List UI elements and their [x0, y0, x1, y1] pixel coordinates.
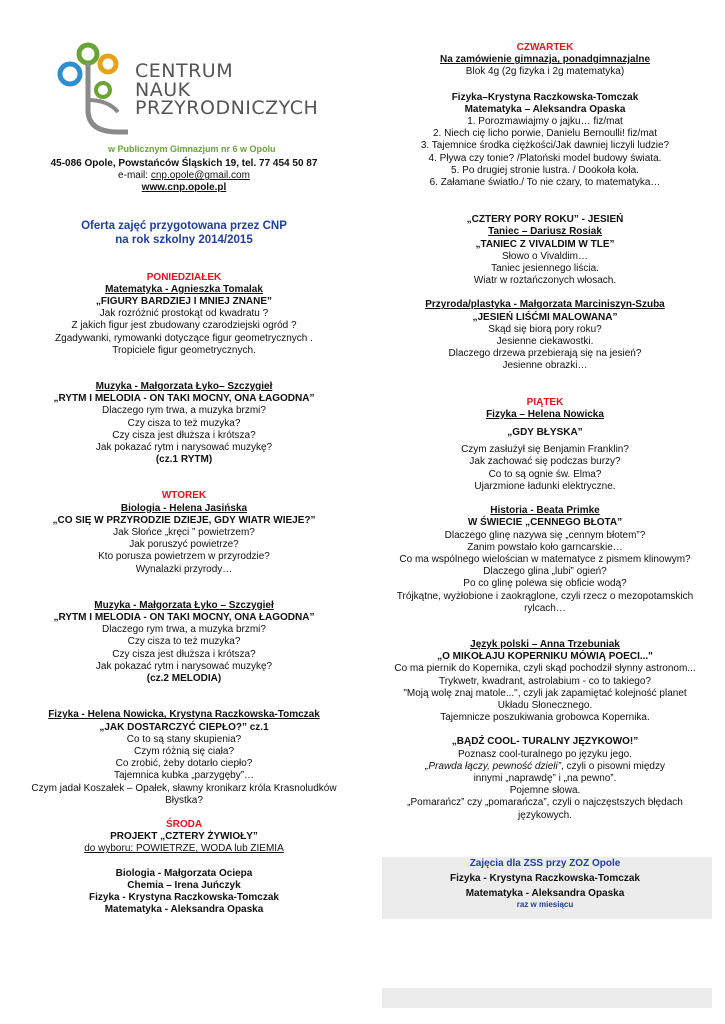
text-line: Pojemne słowa. — [509, 785, 581, 797]
logo-line-3: PRZYRODNICZYCH — [135, 97, 319, 119]
email-link[interactable]: cnp.opole@gmail.com — [150, 170, 250, 182]
friday-b2-title: W ŚWIECIE „CENNEGO BŁOTA” — [467, 517, 623, 529]
text-line: Co ma piernik do Kopernika, czyli skąd pochodził słynny astronom... — [394, 663, 696, 675]
list-item: 3. Tajemnice środka ciężkości/Jak dawniej liczyli ludzie? — [420, 140, 670, 152]
zss-teacher-1: Fizyka - Krystyna Raczkowska-Tomczak — [450, 872, 640, 884]
text-line: Jak pokazać rytm i narysować muzykę? — [95, 442, 273, 454]
text-line: Trykwetr, kwadrant, astrolabium - co to takiego? — [439, 675, 651, 687]
logo-subtitle: w Publicznym Gimnazjum nr 6 w Opolu — [108, 144, 276, 154]
text-line: Skąd się biorą pory roku? — [488, 323, 602, 335]
tuesday-b3-teacher: Fizyka - Helena Nowicka, Krystyna Raczkowska-Tomczak — [48, 709, 320, 721]
text-line: Układu Słonecznego. — [497, 699, 593, 711]
thursday-dance-title: „TANIEC Z VIVALDIM W TLE” — [475, 238, 615, 250]
day-tuesday: WTOREK — [161, 490, 207, 502]
wednesday-teacher: Biologia - Małgorzata Ociepa — [115, 867, 253, 879]
text-line: Czym zasłużył się Benjamin Franklin? — [461, 444, 629, 456]
friday-b3-title: „O MIKOŁAJU KOPERNIKU MÓWIĄ POECI..." — [437, 651, 653, 663]
tuesday-b1-title: „CO SIĘ W PRZYRODZIE DZIEJE, GDY WIATR WIEJE?” — [52, 514, 316, 526]
email-label: e-mail: — [118, 170, 151, 182]
list-item: 2. Niech cię licho porwie, Danielu Bernoulli! fiz/mat — [433, 128, 657, 140]
friday-b2-teacher: Historia - Beata Primke — [490, 505, 600, 517]
shaded-block — [382, 988, 712, 1008]
text-line: Czym różnią się ciała? — [133, 745, 235, 757]
text-line: Jak poruszyć powietrze? — [129, 539, 239, 551]
friday-b3-teacher: Język polski – Anna Trzebuniak — [470, 638, 620, 650]
friday-b4-title: „BĄDŹ COOL- TURALNY JĘZYKOWO!” — [451, 736, 639, 748]
email-line — [18, 170, 350, 182]
zss-frequency: raz w miesiącu — [516, 900, 574, 910]
zss-title: Zajęcia dla ZSS przy ZOZ Opole — [469, 857, 621, 869]
monday-b2-note: (cz.1 RYTM) — [155, 454, 213, 466]
monday-b1-teacher: Matematyka - Agnieszka Tomalak — [105, 283, 263, 295]
thursday-teacher-1: Fizyka–Krystyna Raczkowska-Tomczak — [451, 91, 639, 103]
text-line: Jak pokazać rytm i narysować muzykę? — [95, 660, 273, 672]
thursday-dance-teacher: Taniec – Dariusz Rosiak — [488, 226, 602, 238]
text-line: Czy cisza to też muzyka? — [127, 636, 241, 648]
text-line: Ujarzmione ładunki elektryczne. — [474, 480, 616, 492]
text-line: Tajemnicze poszukiwania grobowca Kopernika. — [440, 712, 650, 724]
text-line: „Pomarańcz” czy „pomarańcza”, czyli o najczęstszych błędach — [407, 797, 683, 809]
quote-continuation: , czyli o pisowni między — [561, 760, 665, 772]
address: 45-086 Opole, Powstańców Śląskich 19, tel. 77 454 50 87 — [50, 158, 318, 169]
wednesday-project: PROJEKT „CZTERY ŻYWIOŁY” — [110, 831, 258, 843]
wednesday-teacher: Fizyka - Krystyna Raczkowska-Tomczak — [89, 891, 279, 903]
text-line: Dlaczego rym trwa, a muzyka brzmi? — [102, 405, 266, 417]
text-line: Wynalazki przyrody… — [135, 563, 233, 575]
friday-b1-teacher: Fizyka – Helena Nowicka — [486, 408, 604, 420]
wednesday-choice: do wyboru: POWIETRZE, WODA lub ZIEMIA — [84, 843, 284, 855]
day-wednesday: ŚRODA — [165, 818, 203, 830]
text-line: "Moją wolę znaj matole...", czyli jak zapamiętać kolejność planet — [403, 687, 687, 699]
monday-b2-teacher: Muzyka - Małgorzata Łyko– Szczygieł — [95, 381, 273, 393]
text-line: Zanim powstało koło garncarskie… — [467, 541, 623, 553]
list-item: 6. Załamane światło./ To nie czary, to matematyka… — [429, 177, 661, 189]
monday-b1-title: „FIGURY BARDZIEJ I MNIEJ ZNANE” — [95, 296, 273, 308]
text-line: Co ma wspólnego wielościan w matematyce z pismem klinowym? — [399, 553, 691, 565]
text-line: Co to są stany skupienia? — [126, 733, 242, 745]
text-line: językowych. — [518, 809, 572, 821]
tuesday-b1-teacher: Biologia - Helena Jasińska — [120, 502, 248, 514]
text-line: Dlaczego glina „lubi” ogień? — [483, 566, 607, 578]
list-item: 5. Po drugiej stronie lustra. / Dookoła koła. — [451, 164, 639, 176]
text-line: Dlaczego drzewa przebierają się na jesień? — [448, 348, 642, 360]
day-thursday: CZWARTEK — [516, 42, 574, 53]
quote-text: „Prawda łączy, pewność dzieli” — [425, 760, 562, 772]
text-line: Jak rozróżnić prostokąt od kwadratu ? — [99, 308, 269, 320]
text-line: Dlaczego rym trwa, a muzyka brzmi? — [102, 624, 266, 636]
text-line: innymi „naprawdę” i „na pewno”. — [473, 772, 617, 784]
offer-title-1: Oferta zajęć przygotowana przez CNP — [81, 219, 287, 232]
text-line — [380, 761, 710, 773]
thursday-art-teacher: Przyroda/plastyka - Małgorzata Marciniszyn-Szuba — [425, 299, 665, 311]
wednesday-teacher: Chemia – Irena Juńczyk — [127, 879, 241, 891]
thursday-block: Blok 4g (2g fizyka i 2g matematyka) — [465, 66, 625, 78]
text-line: Czy cisza jest dłuższa i krótsza? — [112, 648, 256, 660]
text-line: Jesienne ciekawostki. — [496, 336, 594, 348]
wednesday-teacher: Matematyka - Aleksandra Opaska — [104, 904, 264, 916]
text-line: Błystka? — [165, 794, 203, 806]
text-line: rylcach… — [524, 602, 566, 614]
text-line: Czy cisza to też muzyka? — [127, 417, 241, 429]
thursday-order: Na zamówienie gimnazja, ponadgimnazjalne — [439, 54, 651, 66]
logo-line-1: CENTRUM — [135, 60, 234, 82]
text-line: Jak Słońce „kręci ” powietrzem? — [113, 527, 255, 539]
text-line: Tropiciele figur geometrycznych. — [112, 344, 256, 356]
text-line: Wiatr w roztańczonych włosach. — [473, 275, 617, 287]
text-line: Czym jadał Koszałek – Opałek, sławny kronikarz króla Krasnoludków — [31, 782, 337, 794]
monday-b2-title: „RYTM I MELODIA - ON TAKI MOCNY, ONA ŁAGODNA” — [53, 393, 315, 405]
tuesday-b2-note: (cz.2 MELODIA) — [146, 673, 222, 685]
list-item: 4. Pływa czy tonie? /Platoński model budowy świata. — [428, 152, 662, 164]
text-line: Taniec jesiennego liścia. — [491, 263, 599, 275]
thursday-art-title: „JESIEŃ LIŚĆMI MALOWANA” — [472, 311, 618, 323]
friday-b1-title: „GDY BŁYSKA” — [507, 427, 583, 439]
left-column — [18, 0, 350, 916]
zss-teacher-2: Matematyka - Aleksandra Opaska — [465, 888, 625, 900]
text-line: Poznasz cool-turalnego po języku jego. — [458, 748, 632, 760]
text-line: Dlaczego glinę nazywa się „cennym błotem”? — [444, 529, 646, 541]
thursday-seasons: „CZTERY PORY ROKU” - JESIEŃ — [466, 214, 624, 226]
text-line: Czy cisza jest dłuższa i krótsza? — [112, 429, 256, 441]
text-line: Tajemnica kubka „parzygęby”… — [113, 770, 255, 782]
day-monday: PONIEDZIAŁEK — [146, 271, 222, 283]
text-line: Jesienne obrazki… — [502, 360, 588, 372]
text-line: Kto porusza powietrzem w przyrodzie? — [98, 551, 270, 563]
text-line: Trójkątne, wyżłobione i zaokrąglone, czyli rzecz o mezopotamskich — [396, 590, 694, 602]
text-line: Z jakich figur jest zbudowany czarodziejski ogród ? — [71, 320, 297, 332]
text-line: Co to są ognie św. Elma? — [488, 468, 602, 480]
offer-title-2: na rok szkolny 2014/2015 — [115, 233, 253, 246]
text-line: Słowo o Vivaldim… — [502, 250, 588, 262]
tuesday-b2-teacher: Muzyka - Małgorzata Łyko – Szczygieł — [94, 599, 274, 611]
thursday-teacher-2: Matematyka – Aleksandra Opaska — [464, 103, 626, 115]
list-item: 1. Porozmawiajmy o jajku… fiz/mat — [467, 116, 623, 128]
tuesday-b3-title: „JAK DOSTARCZYĆ CIEPŁO?” cz.1 — [99, 721, 269, 733]
website-link[interactable]: www.cnp.opole.pl — [141, 182, 227, 194]
text-line: Zgadywanki, rymowanki dotyczące figur geometrycznych . — [55, 332, 313, 344]
tuesday-b2-title: „RYTM I MELODIA - ON TAKI MOCNY, ONA ŁAGODNA” — [53, 612, 315, 624]
day-friday: PIĄTEK — [526, 396, 564, 408]
text-line: Po co glinę polewa się obficie wodą? — [463, 578, 627, 590]
logo-line-2: NAUK — [135, 79, 191, 101]
text-line: Co zrobić, żeby dotarło ciepło? — [115, 758, 253, 770]
right-column — [380, 0, 710, 910]
text-line: Jak zachować się podczas burzy? — [469, 456, 621, 468]
